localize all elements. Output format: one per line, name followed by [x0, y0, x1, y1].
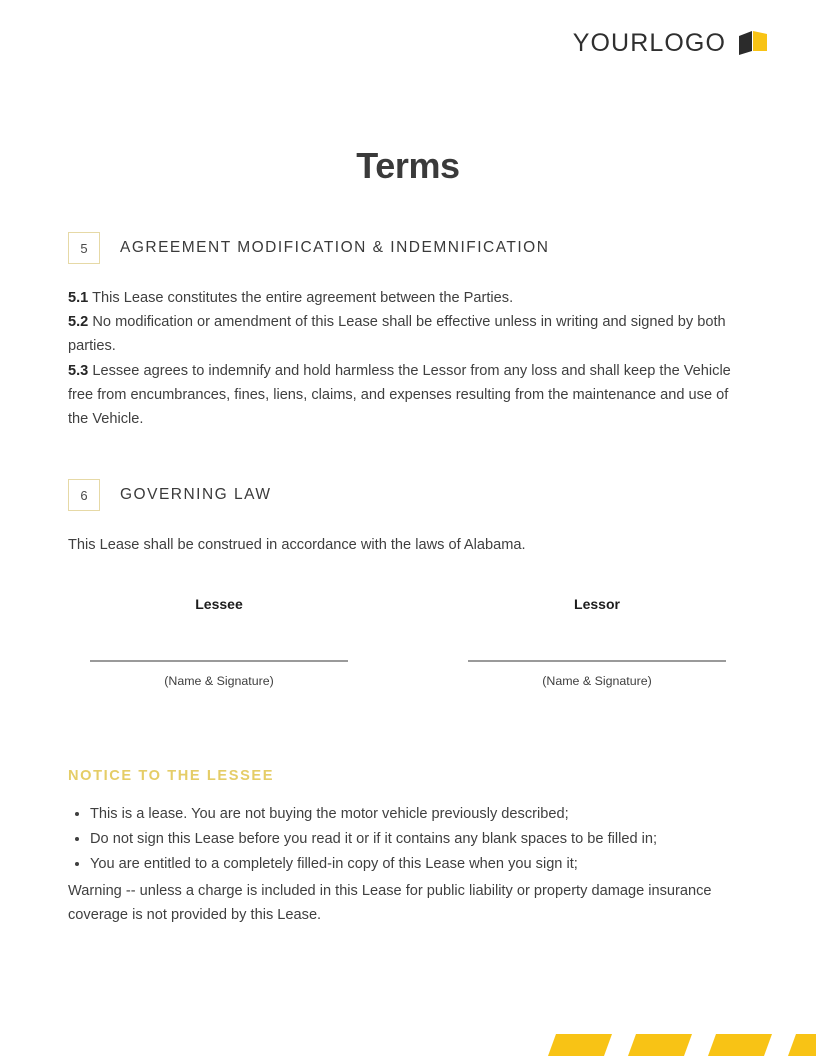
clause-5-3: [68, 359, 748, 432]
clause-text: No modification or amendment of this Lease shall be effective unless in writing and signed by both parties.: [68, 314, 726, 355]
stripe-shape: [628, 1034, 692, 1056]
notice-section: [68, 768, 758, 927]
notice-title: NOTICE TO THE LESSEE: [68, 768, 275, 784]
list-item: • You are entitled to a completely filled-in copy of this Lease when you sign it;: [90, 852, 758, 877]
signature-caption: (Name & Signature): [164, 674, 274, 688]
section-6-body: This Lease shall be construed in accordance with the laws of Alabama.: [68, 537, 526, 554]
section-title: GOVERNING LAW: [120, 486, 272, 504]
notice-warning-text: Warning -- unless a charge is included in this Lease for public liability or property damage insurance coverage is not provided by this Lease.: [68, 883, 712, 923]
page-title: Terms: [356, 145, 460, 186]
signature-caption: (Name & Signature): [542, 674, 652, 688]
clause-text: This Lease constitutes the entire agreement between the Parties.: [92, 290, 514, 306]
section-heading-6: [68, 479, 748, 511]
signature-column-lessor: [446, 594, 748, 688]
stripe-shape: [708, 1034, 772, 1056]
clause-label: 5.3: [68, 362, 89, 379]
signature-block: [68, 594, 748, 688]
section-heading-5: [68, 232, 748, 264]
document-header: [573, 30, 768, 56]
logo-text: YOURLOGO: [572, 28, 726, 57]
clause-5-1: [68, 286, 748, 310]
clause-label: 5.1: [68, 290, 89, 306]
stripe-shape: [788, 1034, 816, 1056]
book-flag-logo-icon: [738, 30, 768, 56]
signature-role-label: Lessor: [574, 596, 620, 612]
section-title: AGREEMENT MODIFICATION & INDEMNIFICATION: [120, 239, 550, 256]
footer-stripes-decoration: [540, 1030, 816, 1056]
clause-5-2: [68, 310, 748, 358]
notice-bullet-list: [68, 802, 758, 877]
list-item: • This is a lease. You are not buying the motor vehicle previously described;: [90, 802, 758, 827]
section-number-badge: 5: [68, 232, 100, 264]
stripe-shape: [548, 1034, 612, 1056]
clause-label: 5.2: [68, 314, 89, 331]
section-number-badge: 6: [68, 479, 100, 511]
document-body: [68, 232, 748, 557]
signature-role-label: Lessee: [195, 596, 243, 612]
list-item: • Do not sign this Lease before you read it or if it contains any blank spaces to be filled in;: [90, 827, 758, 852]
section-spacer: [68, 431, 748, 479]
signature-line[interactable]: [90, 660, 348, 662]
signature-column-lessee: [68, 594, 370, 688]
clause-text: Lessee agrees to indemnify and hold harmless the Lessor from any loss and shall keep the Vehicle free from encumbrances, fines, liens, claims, and expenses resulting from the maintenance and use of the Vehicle.: [68, 362, 731, 428]
signature-line[interactable]: [468, 660, 726, 662]
